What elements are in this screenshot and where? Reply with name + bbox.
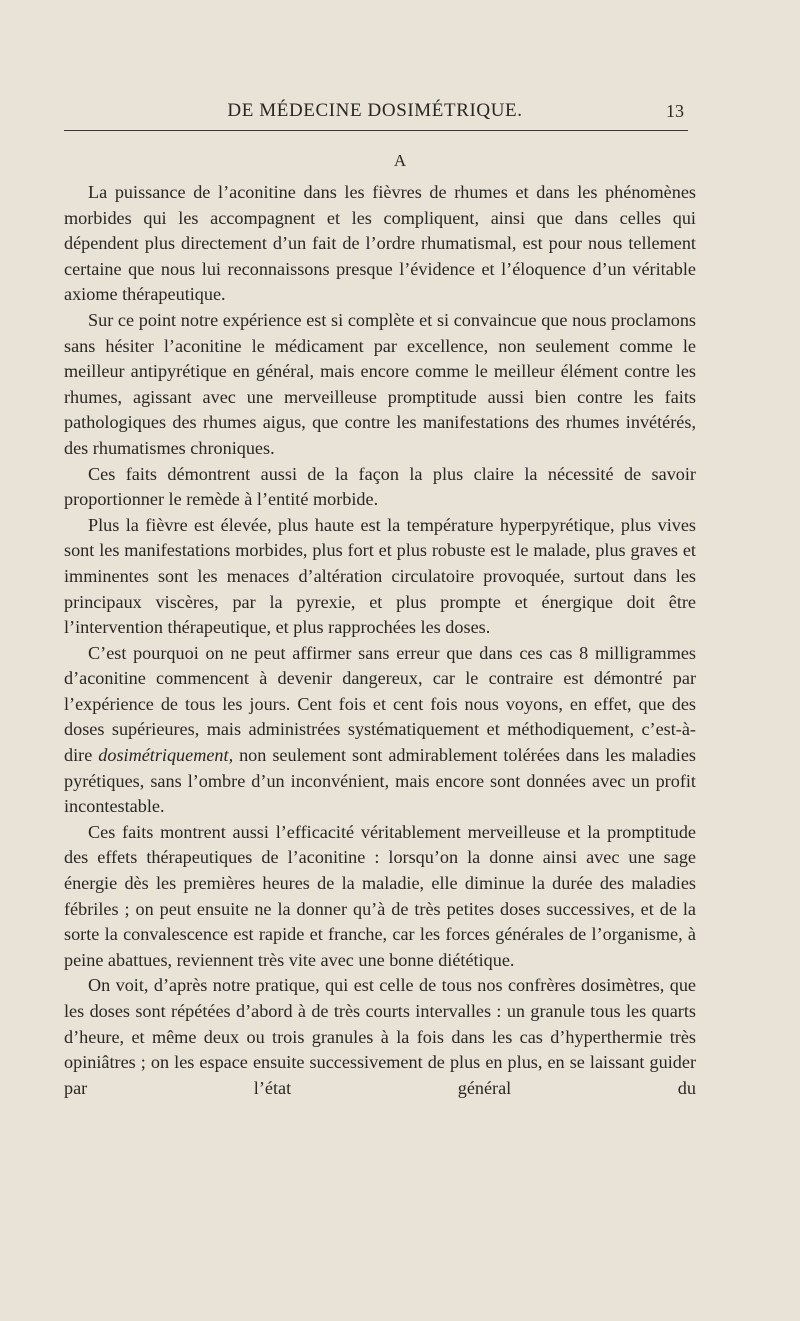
paragraph: La puissance de l’aconitine dans les fièvres de rhumes et dans les phénomènes morbides qui les accompagnent et les compliquent, ainsi que dans celles qui dépendent plus directement d’un fait de l’ordre rhumatismal, est pour nous tellement certaine que nous lui reconnaissons presque l’évidence et l’éloquence d’un véritable axiome thérapeutique. xyxy=(64,182,696,305)
header-rule xyxy=(64,130,688,131)
italic-term: dosimétriquement, xyxy=(98,745,234,766)
running-title: DE MÉDECINE DOSIMÉTRIQUE. xyxy=(227,100,523,121)
page-number: 13 xyxy=(666,101,684,121)
running-head xyxy=(64,99,686,127)
paragraph xyxy=(64,641,696,820)
paragraph: Sur ce point notre expérience est si complète et si convaincue que nous proclamons sans hésiter l’aconitine le médicament par excellence, non seulement comme le meilleur antipyrétique en général, mais encore comme le meilleur élément contre les rhumes, agissant avec une merveilleuse promptitude aussi bien contre les faits pathologiques des rhumes aigus, que contre les manifestations des rhumes invétérés, des rhumatismes chroniques. xyxy=(64,309,696,458)
body-text xyxy=(64,180,696,1101)
paragraph: Ces faits démontrent aussi de la façon la plus claire la nécessité de savoir proportionner le remède à l’entité morbide. xyxy=(64,463,696,510)
section-letter: A xyxy=(393,151,407,170)
paragraph: Ces faits montrent aussi l’efficacité véritablement merveilleuse et la promptitude des effets thérapeutiques de l’aconitine : lorsqu’on la donne ainsi avec une sage énergie dès les premières heures de la maladie, elle diminue la durée des maladies fébriles ; on peut ensuite ne la donner qu’à de très petites doses successives, et de la sorte la convalescence est rapide et franche, car les forces générales de l’organisme, à peine abattues, reviennent très vite avec une bonne diététique. xyxy=(64,821,696,970)
paragraph: Plus la fièvre est élevée, plus haute est la température hyperpyrétique, plus vives sont les manifestations morbides, plus fort et plus robuste est le malade, plus graves et imminentes sont les menaces d’altération circulatoire provoquée, surtout dans les principaux viscères, par la pyrexie, et plus prompte et énergique doit être l’intervention thérapeutique, et plus rapprochées les doses. xyxy=(64,514,696,638)
paragraph-text: C’est pourquoi on ne peut affirmer sans erreur que dans ces cas 8 milligrammes d’aconitine commencent à devenir dangereux, car le contraire est démontré par l’expérience de tous les jours. Cent fois et cent fois nous voyons, en effet, que des doses supérieures, mais administrées systématiquement et méthodiquement, c’est-à-dire xyxy=(64,642,696,766)
paragraph: On voit, d’après notre pratique, qui est celle de tous nos confrères dosimètres, que les doses sont répétées d’abord à de très courts intervalles : un granule tous les quarts d’heure, et même deux ou trois granules à la fois dans les cas d’hyperthermie très opiniâtres ; on les espace ensuite successivement de plus en plus, en se laissant guider par l’état général du xyxy=(64,975,696,1098)
paragraph-text: non seulement sont admirablement tolérées dans les maladies pyrétiques, sans l’ombre d’un inconvénient, mais encore sont données avec un profit incontestable. xyxy=(64,745,696,817)
